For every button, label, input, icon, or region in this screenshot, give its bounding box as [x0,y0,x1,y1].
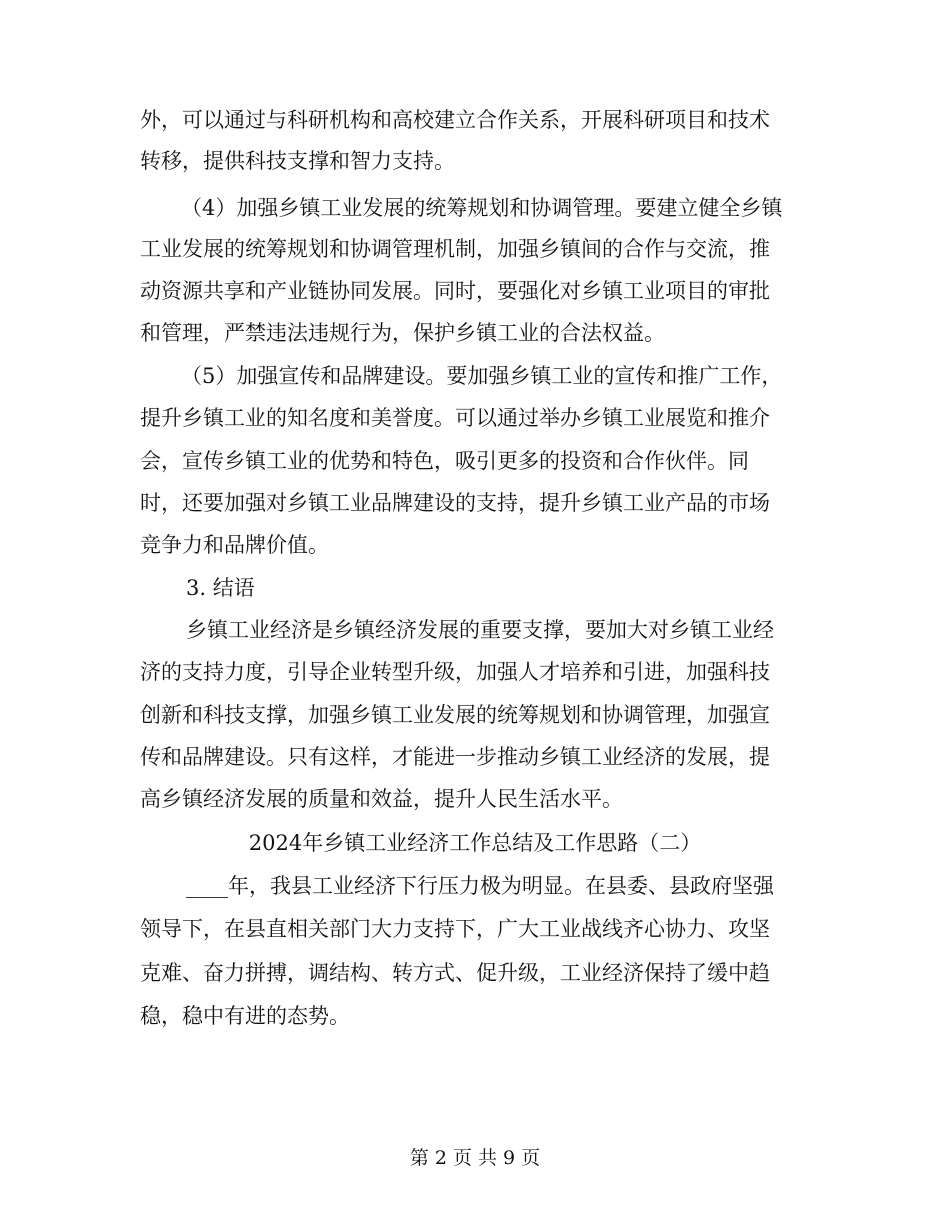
paragraph-line: 外，可以通过与科研机构和高校建立合作关系，开展科研项目和技术 [140,108,770,132]
paragraph-line: ____年，我县工业经济下行压力极为明显。在县委、县政府坚强 [186,874,774,898]
paragraph-line: 时，还要加强对乡镇工业品牌建设的支持，提升乡镇工业产品的市场 [140,491,770,515]
paragraph-line: 稳，稳中有进的态势。 [140,1004,350,1028]
section-heading: 3. 结语 [186,576,255,600]
paragraph-line: 传和品牌建设。只有这样，才能进一步推动乡镇工业经济的发展，提 [140,745,770,769]
paragraph-line: （4）加强乡镇工业发展的统筹规划和协调管理。要建立健全乡镇 [181,196,783,220]
paragraph-line: 高乡镇经济发展的质量和效益，提升人民生活水平。 [140,787,623,811]
paragraph-line: 工业发展的统筹规划和协调管理机制，加强乡镇间的合作与交流，推 [140,237,770,261]
paragraph-line: 转移，提供科技支撑和智力支持。 [140,149,455,173]
paragraph-line: 济的支持力度，引导企业转型升级，加强人才培养和引进，加强科技 [140,660,770,684]
page-footer: 第 2 页 共 9 页 [409,1147,541,1169]
paragraph-line: 会，宣传乡镇工业的优势和特色，吸引更多的投资和合作伙伴。同 [140,449,749,473]
paragraph-line: 动资源共享和产业链协同发展。同时，要强化对乡镇工业项目的审批 [140,279,770,303]
paragraph-line: 领导下，在县直相关部门大力支持下，广大工业战线齐心协力、攻坚 [140,917,770,941]
paragraph-line: 提升乡镇工业的知名度和美誉度。可以通过举办乡镇工业展览和推介 [140,406,770,430]
paragraph-line: 乡镇工业经济是乡镇经济发展的重要支撑，要加大对乡镇工业经 [186,618,774,642]
paragraph-line: （5）加强宣传和品牌建设。要加强乡镇工业的宣传和推广工作， [181,364,783,388]
section-title: 2024年乡镇工业经济工作总结及工作思路（二） [248,831,702,855]
paragraph-line: 克难、奋力拼搏，调结构、转方式、促升级，工业经济保持了缓中趋 [140,961,770,985]
paragraph-line: 和管理，严禁违法违规行为，保护乡镇工业的合法权益。 [140,321,665,345]
paragraph-line: 竞争力和品牌价值。 [140,533,329,557]
paragraph-line: 创新和科技支撑，加强乡镇工业发展的统筹规划和协调管理，加强宣 [140,703,770,727]
